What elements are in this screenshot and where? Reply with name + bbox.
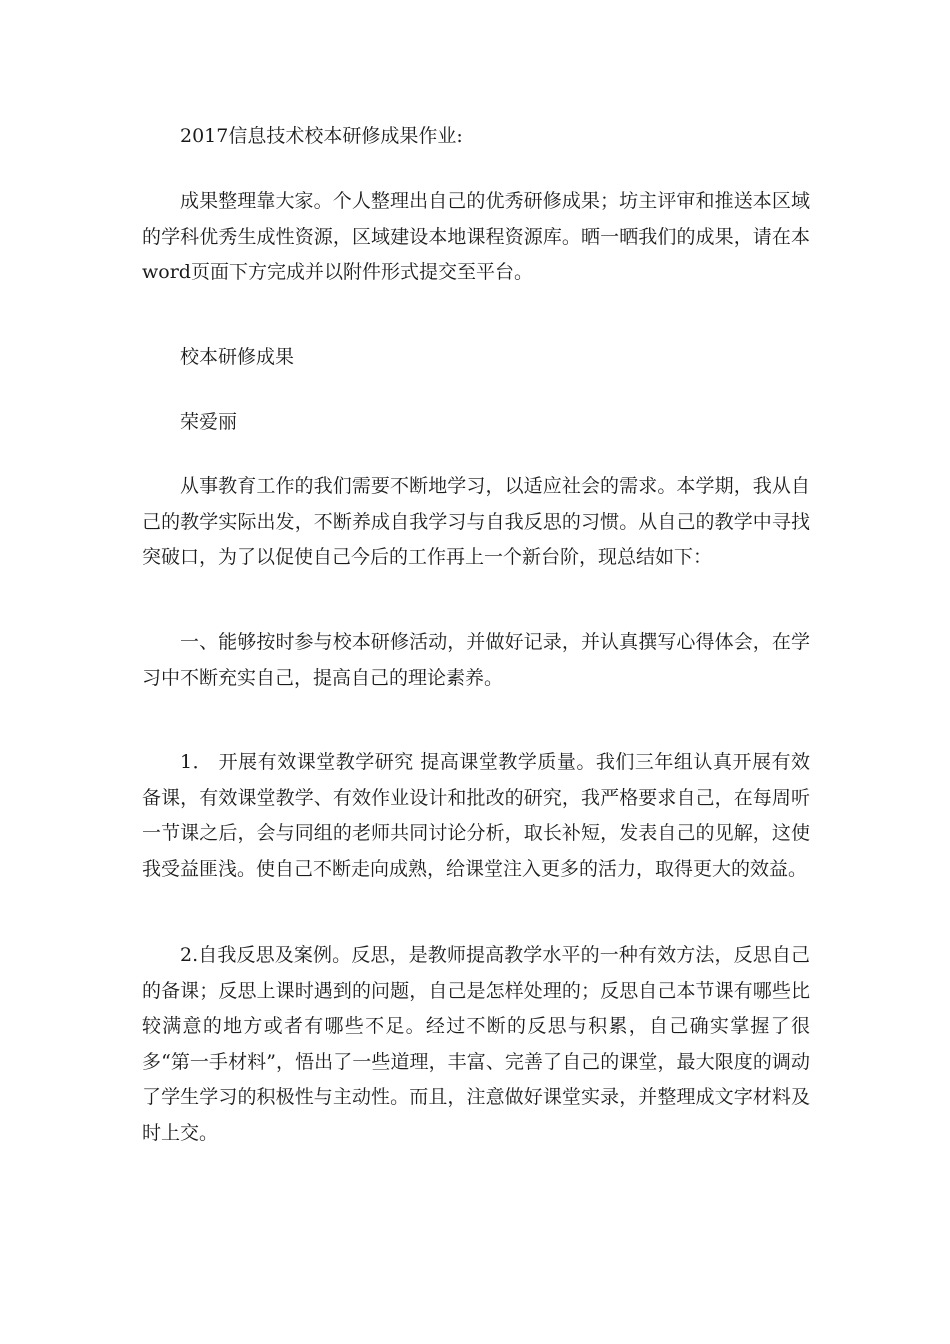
body-paragraph-point-one: 一、能够按时参与校本研修活动，并做好记录，并认真撰写心得体会，在学习中不断充实自己，提高自己的理论素养。 xyxy=(142,631,810,689)
body-paragraph-item-1: 1． 开展有效课堂教学研究 提高课堂教学质量。我们三年组认真开展有效备课，有效课堂教学、有效作业设计和批改的研究，我严格要求自己，在每周听一节课之后，会与同组的老师共同讨论分析，取长补短，发表自己的见解，这使我受益匪浅。使自己不断走向成熟，给课堂注入更多的活力，取得更大的效益。 xyxy=(142,751,810,880)
section-heading: 校本研修成果 xyxy=(180,346,295,368)
assignment-title: 2017信息技术校本研修成果作业: xyxy=(180,125,463,147)
assignment-instructions: 成果整理靠大家。个人整理出自己的优秀研修成果；坊主评审和推送本区域的学科优秀生成性资源，区域建设本地课程资源库。晒一晒我们的成果，请在本word页面下方完成并以附件形式提交至平台。 xyxy=(142,190,810,283)
body-paragraph-intro: 从事教育工作的我们需要不断地学习，以适应社会的需求。本学期，我从自己的教学实际出发，不断养成自我学习与自我反思的习惯。从自己的教学中寻找突破口，为了以促使自己今后的工作再上一个新台阶，现总结如下： xyxy=(142,475,810,568)
author-name: 荣爱丽 xyxy=(180,411,238,433)
body-paragraph-item-2: 2.自我反思及案例。反思，是教师提高教学水平的一种有效方法，反思自己的备课；反思上课时遇到的问题，自己是怎样处理的；反思自己本节课有哪些比较满意的地方或者有哪些不足。经过不断的反思与积累，自己确实掌握了很多“第一手材料”，悟出了一些道理，丰富、完善了自己的课堂，最大限度的调动了学生学习的积极性与主动性。而且，注意做好课堂实录，并整理成文字材料及时上交。 xyxy=(142,944,810,1144)
